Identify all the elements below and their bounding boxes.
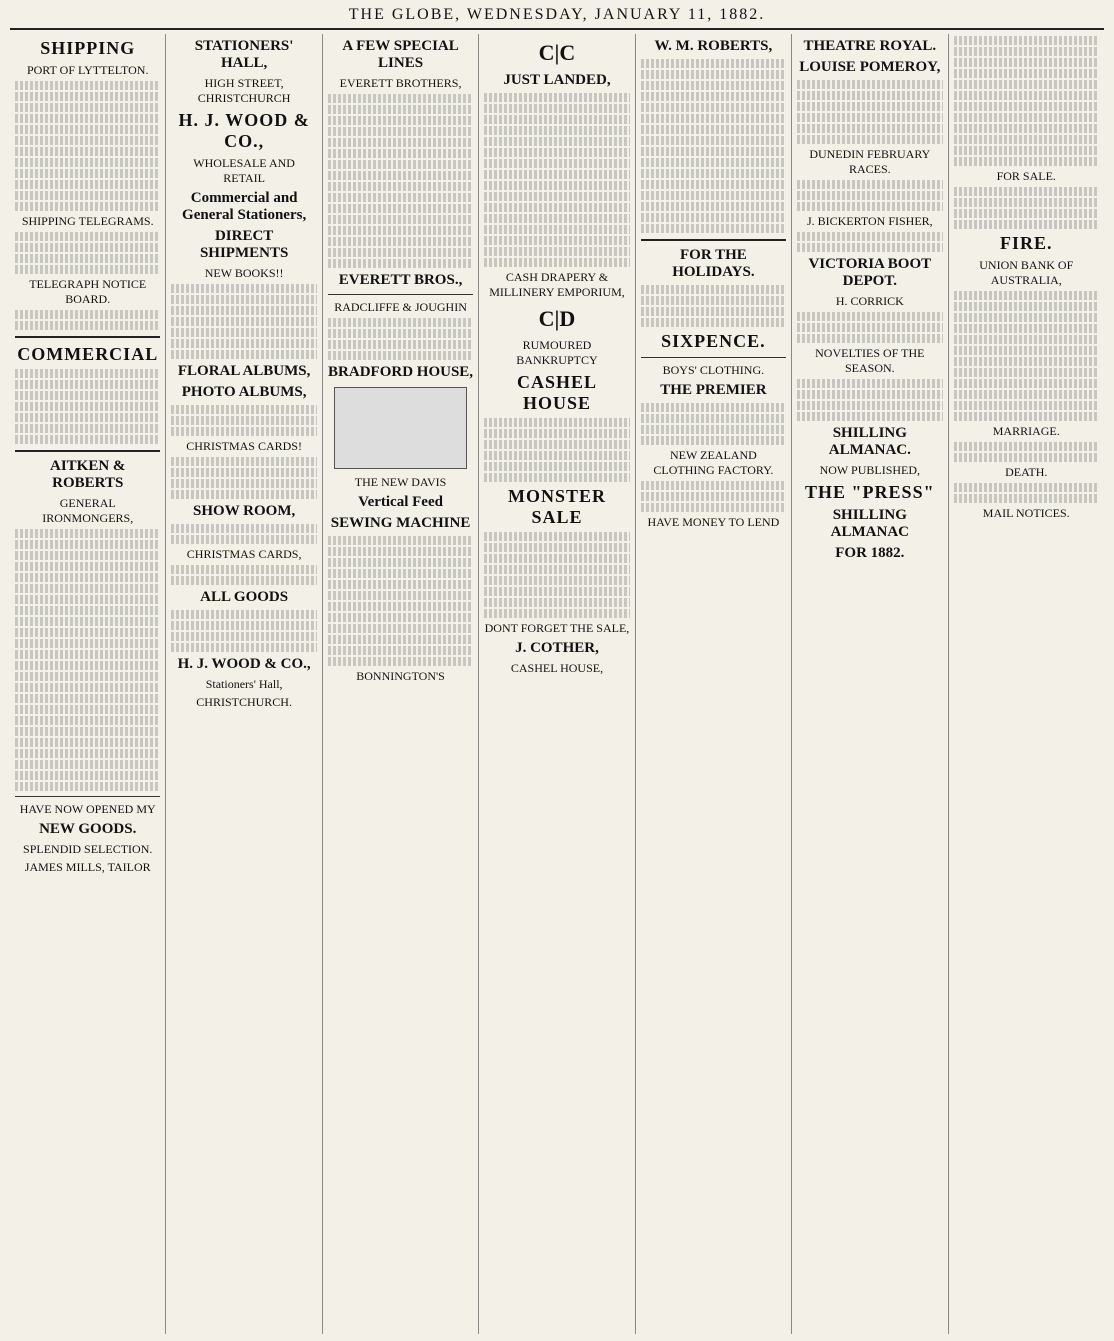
heading-almanac: SHILLING ALMANAC [830, 507, 909, 540]
heading-rumoured: RUMOURED BANKRUPTCY [516, 338, 598, 367]
heading-for-sale: FOR SALE. [996, 169, 1056, 183]
heading-j-cother: J. COTHER, [515, 640, 599, 656]
heading-victoria-boot-depot: VICTORIA BOOT DEPOT. [808, 256, 932, 289]
heading-vertical-feed: Vertical Feed [358, 494, 443, 510]
heading-everett-bros: EVERETT BROS., [338, 272, 463, 288]
column-5 [636, 34, 792, 1334]
heading-sewing-machine: SEWING MACHINE [330, 515, 471, 531]
heading-have-now: HAVE NOW OPENED MY [19, 802, 156, 816]
heading-hj-wood: H. J. WOOD & CO., [178, 110, 310, 151]
heading-special-lines: A FEW SPECIAL LINES [342, 38, 459, 71]
heading-wholesale: WHOLESALE AND RETAIL [193, 156, 295, 185]
heading-death: DEATH. [1005, 465, 1048, 479]
heading-louise-pomeroy: LOUISE POMEROY, [799, 59, 941, 75]
heading-monster-sale: MONSTER SALE [507, 486, 606, 527]
heading-bradford-house: BRADFORD HOUSE, [328, 364, 474, 380]
heading-new-davis: THE NEW DAVIS [354, 475, 447, 489]
heading-shilling-almanac: SHILLING ALMANAC. [828, 425, 911, 458]
heading-christchurch: CHRISTCHURCH. [196, 695, 292, 709]
heading-commercial-stationers: Commercial and General Stationers, [182, 190, 307, 223]
columns [10, 34, 1104, 1334]
heading-bonnington: BONNINGTON'S [356, 669, 445, 683]
heading-port: PORT OF LYTTELTON. [26, 63, 149, 77]
heading-for-holidays: FOR THE HOLIDAYS. [672, 247, 755, 280]
heading-h-corrick: H. CORRICK [835, 294, 904, 308]
heading-hj-wood-2: H. J. WOOD & CO., [177, 656, 311, 672]
heading-cashel-house-2: CASHEL HOUSE, [510, 661, 604, 675]
heading-cash-drapery: CASH DRAPERY & MILLINERY EMPORIUM, [489, 270, 625, 299]
heading-now-published: NOW PUBLISHED, [819, 463, 921, 477]
column-7 [949, 34, 1104, 1334]
heading-novelties: NOVELTIES OF THE SEASON. [815, 346, 925, 375]
heading-union-bank: UNION BANK OF AUSTRALIA, [979, 258, 1074, 287]
heading-sixpence: SIXPENCE. [661, 331, 766, 351]
heading-photo-albums: PHOTO ALBUMS, [181, 384, 307, 400]
heading-theatre-royal: THEATRE ROYAL. [803, 38, 937, 54]
heading-premier: THE PREMIER [660, 382, 767, 398]
heading-mail-notices: MAIL NOTICES. [982, 506, 1070, 520]
heading-high-street: HIGH STREET, CHRISTCHURCH [197, 76, 291, 105]
heading-stationers-hall-2: Stationers' Hall, [205, 677, 283, 691]
heading-james-mills: JAMES MILLS, TAILOR [24, 860, 151, 874]
monogram-logo: C|C [538, 40, 576, 65]
heading-christmas-cards: CHRISTMAS CARDS! [186, 439, 302, 453]
heading-direct-shipments: DIRECT SHIPMENTS [199, 228, 289, 261]
heading-ironmongers: GENERAL IRONMONGERS, [42, 496, 134, 525]
monogram-logo-2: C|D [538, 306, 576, 331]
heading-clothing-factory: NEW ZEALAND CLOTHING FACTORY. [653, 448, 774, 477]
heading-wm-roberts: W. M. ROBERTS, [654, 38, 773, 54]
heading-all-goods: ALL GOODS [200, 589, 289, 605]
heading-dunedin-races: DUNEDIN FEBRUARY RACES. [809, 147, 931, 176]
heading-new-goods: NEW GOODS. [39, 821, 137, 837]
heading-just-landed: JUST LANDED, [503, 72, 611, 88]
heading-stationers-hall: STATIONERS' HALL, [194, 38, 294, 71]
heading-shipping: SHIPPING [40, 38, 136, 58]
heading-telegraph-notice: TELEGRAPH NOTICE BOARD. [29, 277, 147, 306]
heading-fire: FIRE. [999, 233, 1053, 253]
column-1 [10, 34, 166, 1334]
heading-boys-clothing: BOYS' CLOTHING. [662, 363, 765, 377]
heading-shipping-telegrams: SHIPPING TELEGRAMS. [21, 214, 154, 228]
heading-show-room: SHOW ROOM, [193, 503, 296, 519]
heading-aitken-roberts: AITKEN & ROBERTS [49, 458, 126, 491]
heading-money-to-lend: HAVE MONEY TO LEND [647, 515, 780, 529]
heading-for-1882: FOR 1882. [835, 545, 905, 561]
heading-commercial: COMMERCIAL [17, 344, 159, 364]
heading-dont-forget: DONT FORGET THE SALE, [484, 621, 630, 635]
column-2 [166, 34, 322, 1334]
heading-radcliffe: RADCLIFFE & JOUGHIN [334, 300, 467, 314]
column-4 [479, 34, 635, 1334]
heading-floral-albums: FLORAL ALBUMS, [177, 363, 311, 379]
heading-splendid: SPLENDID SELECTION. [23, 842, 153, 856]
heading-new-books: NEW BOOKS!! [204, 266, 284, 280]
heading-the-press: THE "PRESS" [805, 482, 935, 502]
heading-marriage: MARRIAGE. [992, 424, 1060, 438]
sewing-machine-illustration [334, 387, 467, 469]
heading-cashel-house: CASHEL HOUSE [516, 372, 597, 413]
heading-bickerton-fisher: J. BICKERTON FISHER, [806, 214, 933, 228]
heading-everett: EVERETT BROTHERS, [339, 76, 462, 90]
heading-christmas: CHRISTMAS CARDS, [186, 547, 302, 561]
masthead: THE GLOBE, WEDNESDAY, JANUARY 11, 1882. [10, 6, 1104, 30]
column-3 [323, 34, 479, 1334]
column-6 [792, 34, 948, 1334]
